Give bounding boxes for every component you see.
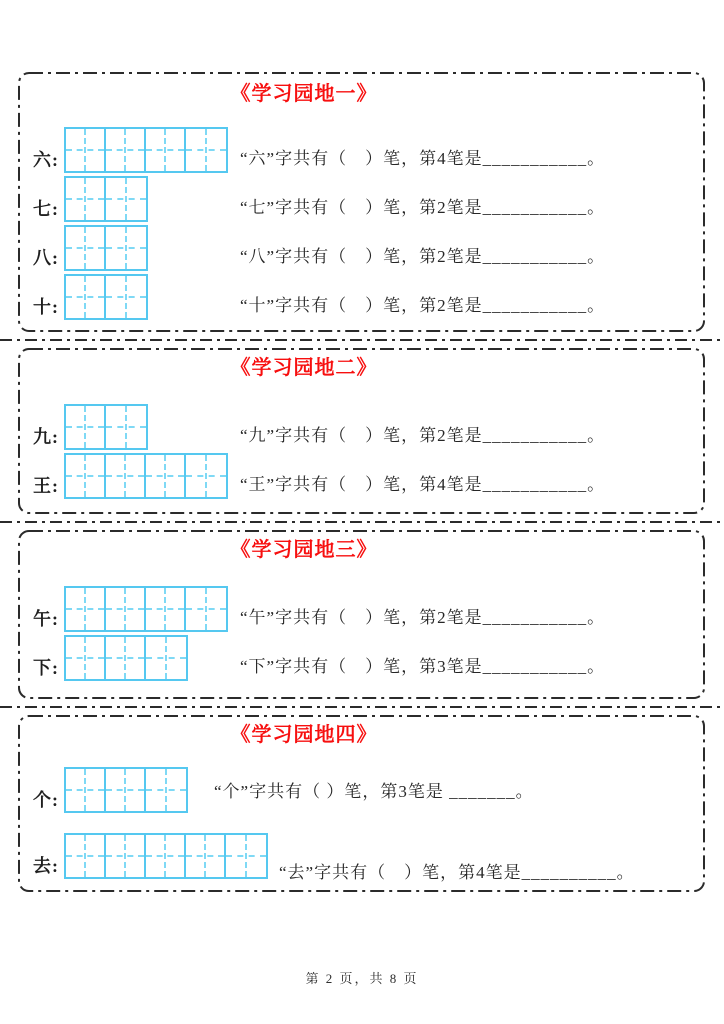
practice-row [18,833,706,882]
tianzige-grid [64,404,148,450]
tianzige-cell [66,227,106,269]
tianzige-cell [66,769,106,811]
section-learning-garden-2 [18,348,706,515]
tianzige-cell [106,769,146,811]
question-text: “个”字共有（ ）笔，第3笔是 _______。 [214,782,534,801]
question-text: “六”字共有（ ）笔，第4笔是___________。 [240,149,606,168]
tianzige-cell [146,769,186,811]
tianzige-grid [64,176,148,222]
section-title: 《学习园地一》 [230,83,378,105]
row-character-label: 九: [33,427,59,447]
tianzige-cell [106,588,146,630]
question-text: “十”字共有（ ）笔，第2笔是___________。 [240,296,606,315]
section-title: 《学习园地二》 [230,357,378,379]
tianzige-grid [64,635,188,681]
tianzige-cell [146,129,186,171]
tianzige-cell [106,835,146,877]
tianzige-cell [106,276,146,318]
tianzige-cell [66,406,106,448]
tianzige-cell [106,129,146,171]
dash-dot-divider [0,521,724,523]
tianzige-cell [106,227,146,269]
practice-row [18,586,706,632]
practice-row [18,176,706,222]
section-title: 《学习园地四》 [230,724,378,746]
tianzige-grid [64,833,268,879]
tianzige-cell [66,455,106,497]
question-text: “午”字共有（ ）笔，第2笔是___________。 [240,608,606,627]
tianzige-cell [146,588,186,630]
tianzige-cell [186,455,226,497]
section-learning-garden-1 [18,72,706,333]
row-character-label: 七: [33,199,59,219]
tianzige-cell [106,406,146,448]
practice-row [18,453,706,499]
tianzige-grid [64,127,228,173]
practice-row [18,274,706,320]
tianzige-cell [186,835,226,877]
tianzige-cell [106,178,146,220]
practice-row [18,225,706,271]
question-text: “下”字共有（ ）笔，第3笔是___________。 [240,657,606,676]
question-text: “八”字共有（ ）笔，第2笔是___________。 [240,247,606,266]
row-character-label: 个: [33,790,59,810]
tianzige-cell [66,276,106,318]
tianzige-grid [64,767,188,813]
practice-row [18,635,706,681]
dash-dot-divider [0,339,724,341]
row-character-label: 去: [33,856,59,876]
tianzige-grid [64,586,228,632]
tianzige-cell [66,129,106,171]
tianzige-grid [64,225,148,271]
practice-row [18,127,706,173]
tianzige-grid [64,274,148,320]
row-character-label: 六: [33,150,59,170]
question-text: “去”字共有（ ）笔，第4笔是__________。 [279,863,635,882]
row-character-label: 王: [33,476,59,496]
row-character-label: 午: [33,609,59,629]
question-text: “王”字共有（ ）笔，第4笔是___________。 [240,475,606,494]
question-text: “九”字共有（ ）笔，第2笔是___________。 [240,426,606,445]
tianzige-cell [66,637,106,679]
row-character-label: 下: [33,658,59,678]
question-text: “七”字共有（ ）笔，第2笔是___________。 [240,198,606,217]
section-learning-garden-3 [18,530,706,700]
tianzige-cell [186,588,226,630]
tianzige-cell [146,835,186,877]
section-learning-garden-4 [18,715,706,893]
tianzige-cell [66,835,106,877]
practice-row [18,767,706,813]
tianzige-grid [64,453,228,499]
dash-dot-divider [0,706,724,708]
row-character-label: 八: [33,248,59,268]
tianzige-cell [106,637,146,679]
practice-row [18,404,706,450]
page-footer: 第 2 页，共 8 页 [305,971,419,986]
tianzige-cell [66,178,106,220]
tianzige-cell [186,129,226,171]
tianzige-cell [66,588,106,630]
tianzige-cell [106,455,146,497]
tianzige-cell [226,835,266,877]
section-title: 《学习园地三》 [230,539,378,561]
row-character-label: 十: [33,297,59,317]
tianzige-cell [146,455,186,497]
tianzige-cell [146,637,186,679]
